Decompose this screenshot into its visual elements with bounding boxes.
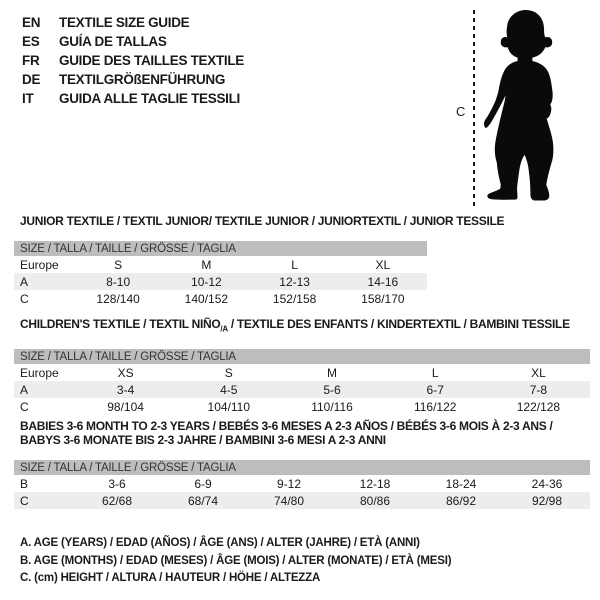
language-row: [22, 51, 244, 70]
table-title: [14, 317, 590, 336]
size-value: M: [201, 257, 212, 272]
language-title: GUÍA DE TALLAS: [59, 34, 167, 49]
size-value: L: [291, 257, 298, 272]
size-value: L: [431, 365, 439, 380]
language-title: TEXTILGRÖßENFÜHRUNG: [59, 72, 226, 87]
size-value: XS: [117, 365, 134, 380]
row-label: C: [20, 291, 29, 306]
language-code: EN: [22, 15, 41, 30]
height-measure-dashed-line: [473, 10, 475, 208]
size-value: 158/170: [361, 291, 405, 306]
children-size-table: [14, 317, 590, 415]
size-value: M: [327, 365, 337, 380]
footnote-line: C. (cm) HEIGHT / ALTURA / HAUTEUR / HÖHE / ALTEZZA: [20, 572, 321, 584]
size-value: S: [224, 365, 233, 380]
language-row: [22, 89, 244, 108]
size-value: 140/152: [184, 291, 229, 306]
row-label: C: [20, 399, 29, 414]
size-value: 3-6: [108, 476, 126, 491]
size-value: 9-12: [276, 476, 302, 491]
row-label: C: [20, 493, 29, 508]
size-value: 14-16: [367, 274, 399, 289]
size-value: 3-4: [116, 382, 135, 397]
table-title-line: [20, 317, 590, 336]
table-title-segment: JUNIOR TEXTILE / TEXTIL JUNIOR/ TEXTILE JUNIOR / JUNIORTEXTIL / JUNIOR TESSILE: [20, 214, 505, 228]
junior-size-table: [14, 214, 505, 307]
legend-footnotes: [20, 535, 451, 588]
row-label: A: [20, 382, 29, 397]
size-value: 104/110: [207, 399, 251, 414]
height-measure-label: C: [456, 104, 466, 119]
size-value: 98/104: [107, 399, 144, 414]
language-row: [22, 70, 244, 89]
size-value: 7-8: [529, 382, 548, 397]
table-title-segment: /A: [220, 324, 228, 334]
table-title-line: [20, 433, 590, 447]
table-title: [14, 419, 590, 447]
footnote-line: B. AGE (MONTHS) / EDAD (MESES) / ÂGE (MOIS) / ALTER (MONATE) / ETÀ (MESI): [20, 554, 452, 567]
size-value: 122/128: [516, 399, 561, 414]
size-value: 68/74: [187, 493, 219, 508]
footnote-line: A. AGE (YEARS) / EDAD (AÑOS) / ÂGE (ANS) / ALTER (JAHRE) / ETÀ (ANNI): [20, 537, 420, 549]
language-code: ES: [22, 34, 40, 49]
size-value: 152/158: [272, 291, 317, 306]
size-value: 6-7: [426, 382, 444, 397]
size-value: 128/140: [96, 291, 140, 306]
table-row: [14, 273, 427, 290]
size-value: 8-10: [106, 274, 131, 289]
size-value: 18-24: [445, 476, 477, 491]
size-value: 74/80: [273, 493, 305, 508]
table-title-line: [20, 214, 505, 228]
size-value: 62/68: [101, 493, 133, 508]
size-value: S: [114, 257, 123, 272]
language-title: GUIDA ALLE TAGLIE TESSILI: [59, 91, 240, 106]
size-value: 10-12: [191, 274, 222, 289]
size-header-bar: SIZE / TALLA / TAILLE / GRÖSSE / TAGLIA: [14, 349, 590, 364]
language-title-list: [22, 13, 244, 108]
row-label: Europe: [20, 257, 59, 272]
size-value: XL: [531, 365, 546, 380]
size-value: 4-5: [220, 382, 238, 397]
language-title: TEXTILE SIZE GUIDE: [59, 15, 190, 30]
table-title-segment: / TEXTILE DES ENFANTS / KINDERTEXTIL / BAMBINI TESSILE: [227, 317, 570, 331]
table-row: [14, 475, 590, 492]
table-title-segment: BABYS 3-6 MONATE BIS 2-3 JAHRE / BAMBINI 3-6 MESI A 2-3 ANNI: [20, 433, 386, 447]
row-label: Europe: [20, 365, 59, 380]
table-title-line: [20, 419, 590, 433]
table-row: [14, 256, 427, 273]
table-row: [14, 290, 427, 307]
size-value: 12-18: [359, 476, 391, 491]
language-title: GUIDE DES TAILLES TEXTILE: [59, 53, 245, 68]
language-code: FR: [22, 53, 40, 68]
size-value: 24-36: [531, 476, 563, 491]
size-value: 6-9: [194, 476, 212, 491]
language-row: [22, 32, 244, 51]
table-title-segment: BABIES 3-6 MONTH TO 2-3 YEARS / BEBÉS 3-6 MESES A 2-3 AÑOS / BÉBÉS 3-6 MOIS À 2-3 ANS /: [20, 419, 553, 433]
table-row: [14, 492, 590, 509]
row-label: B: [20, 476, 29, 491]
size-value: 80/86: [359, 493, 391, 508]
size-value: 92/98: [531, 493, 563, 508]
size-value: 5-6: [323, 382, 341, 397]
size-value: 12-13: [279, 274, 310, 289]
language-row: [22, 13, 244, 32]
table-row: [14, 381, 590, 398]
babies-size-table: [14, 419, 590, 509]
size-value: 110/116: [311, 399, 353, 414]
size-header-bar: SIZE / TALLA / TAILLE / GRÖSSE / TAGLIA: [14, 460, 590, 475]
table-row: [14, 398, 590, 415]
baby-silhouette-icon: [483, 9, 565, 203]
size-value: XL: [375, 257, 391, 272]
table-title-segment: CHILDREN'S TEXTILE / TEXTIL NIÑO: [20, 317, 221, 331]
size-header-bar: SIZE / TALLA / TAILLE / GRÖSSE / TAGLIA: [14, 241, 427, 256]
row-label: A: [20, 274, 29, 289]
table-title: [14, 214, 505, 228]
table-row: [14, 364, 590, 381]
language-code: DE: [22, 72, 41, 87]
size-value: 116/122: [413, 399, 457, 414]
size-value: 86/92: [445, 493, 477, 508]
language-code: IT: [22, 91, 34, 106]
